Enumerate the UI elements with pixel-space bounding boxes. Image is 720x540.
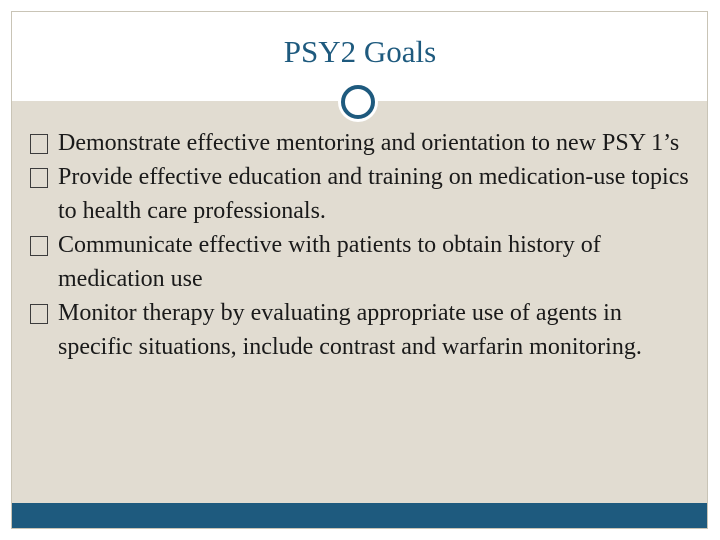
missing-glyph-box-icon	[30, 236, 48, 256]
bullet-text: Demonstrate effective mentoring and orientation to new PSY 1’s	[58, 130, 680, 156]
bullet-item	[30, 160, 690, 228]
bullet-text: Provide effective education and training on medication-use topics to health care professionals.	[58, 164, 689, 224]
bullet-text: Communicate effective with patients to obtain history of medication use	[58, 232, 601, 292]
bullet-item	[30, 228, 690, 296]
bottom-accent-bar	[12, 503, 707, 528]
bullet-item	[30, 126, 690, 160]
bullet-list	[30, 126, 690, 364]
circle-ornament-icon	[341, 85, 375, 119]
bullet-item	[30, 296, 690, 364]
missing-glyph-box-icon	[30, 134, 48, 154]
missing-glyph-box-icon	[30, 168, 48, 188]
missing-glyph-box-icon	[30, 304, 48, 324]
bullet-text: Monitor therapy by evaluating appropriate use of agents in specific situations, include contrast and warfarin monitoring.	[58, 300, 642, 360]
slide-title: PSY2 Goals	[283, 34, 437, 69]
